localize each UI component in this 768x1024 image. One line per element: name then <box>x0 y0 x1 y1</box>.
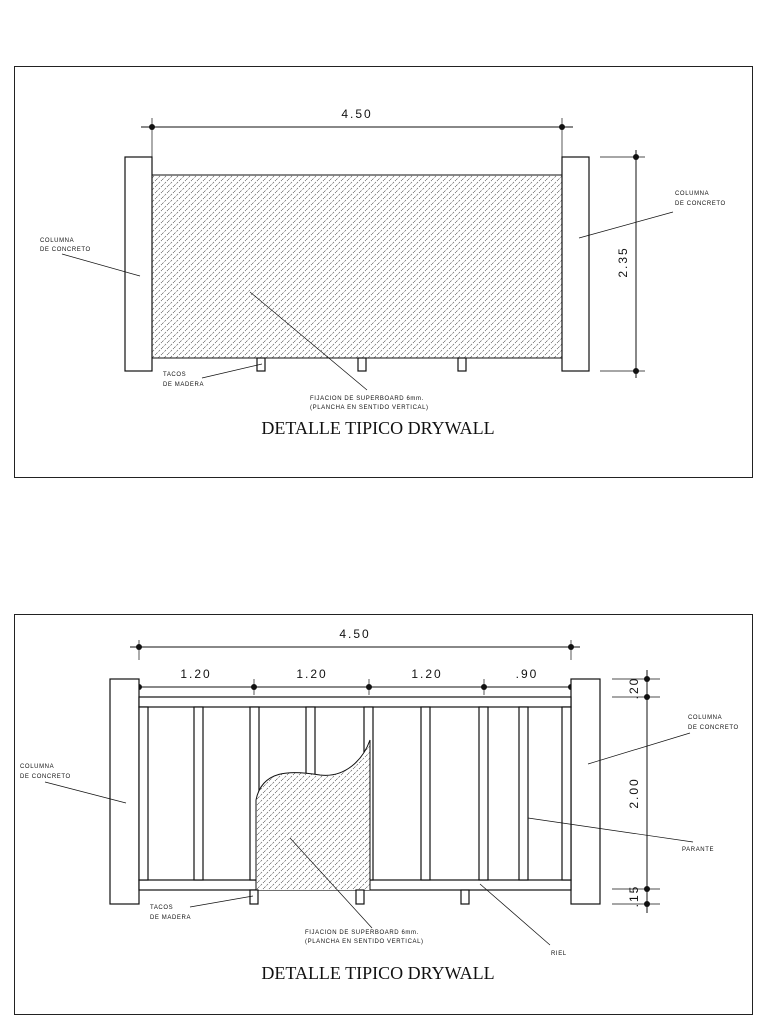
wood-block <box>356 890 364 904</box>
wood-block <box>250 890 258 904</box>
note-parante: PARANTE <box>682 847 715 853</box>
column-right <box>562 157 589 371</box>
note-column-left-1: COLUMNA <box>20 764 55 770</box>
note-column-right-1: COLUMNA <box>688 715 723 721</box>
detail-title: DETALLE TIPICO DRYWALL <box>261 418 495 438</box>
wood-block <box>461 890 469 904</box>
detail-top <box>15 67 753 478</box>
segment-label: 1.20 <box>411 667 443 681</box>
note-fijacion-2: (PLANCHA EN SENTIDO VERTICAL) <box>305 939 424 945</box>
stud <box>519 707 528 880</box>
superboard-panel <box>152 175 562 358</box>
note-column-left-1: COLUMNA <box>40 238 75 244</box>
note-column-right-1: COLUMNA <box>675 191 710 197</box>
note-riel: RIEL <box>551 951 567 957</box>
note-fijacion-1: FIJACION DE SUPERBOARD 6mm. <box>305 930 419 936</box>
note-fijacion-1: FIJACION DE SUPERBOARD 6mm. <box>310 396 424 402</box>
note-column-left-2: DE CONCRETO <box>40 247 91 253</box>
dimension-segments <box>130 667 580 695</box>
dimension-width-top <box>141 107 573 175</box>
wood-block <box>358 358 366 371</box>
stud <box>562 707 571 880</box>
dimension-label: 4.50 <box>341 107 373 121</box>
column-left <box>110 679 139 904</box>
note-tacos-2: DE MADERA <box>163 382 205 388</box>
dimension-width-bottom <box>130 627 580 660</box>
note-column-left-2: DE CONCRETO <box>20 774 71 780</box>
dimension-label: 4.50 <box>339 627 371 641</box>
rail-top <box>139 697 571 707</box>
stud <box>421 707 430 880</box>
column-right <box>571 679 600 904</box>
segment-label: .90 <box>515 667 539 681</box>
dimension-height-top <box>600 150 645 378</box>
dimension-heights <box>612 670 660 913</box>
note-column-right-2: DE CONCRETO <box>688 725 739 731</box>
note-tacos-1: TACOS <box>163 372 187 378</box>
stud <box>194 707 203 880</box>
dimension-label: 2.35 <box>616 246 630 278</box>
stud <box>139 707 148 880</box>
note-tacos-2: DE MADERA <box>150 915 192 921</box>
height-label: 2.00 <box>627 777 641 809</box>
stud <box>479 707 488 880</box>
note-fijacion-2: (PLANCHA EN SENTIDO VERTICAL) <box>310 405 429 411</box>
wood-block <box>458 358 466 371</box>
note-tacos-1: TACOS <box>150 905 174 911</box>
detail-title: DETALLE TIPICO DRYWALL <box>261 963 495 983</box>
detail-bottom <box>15 615 753 1015</box>
height-label: .20 <box>627 676 641 700</box>
height-label: .15 <box>627 884 641 908</box>
segment-label: 1.20 <box>296 667 328 681</box>
column-left <box>125 157 152 371</box>
note-column-right-2: DE CONCRETO <box>675 201 726 207</box>
segment-label: 1.20 <box>180 667 212 681</box>
